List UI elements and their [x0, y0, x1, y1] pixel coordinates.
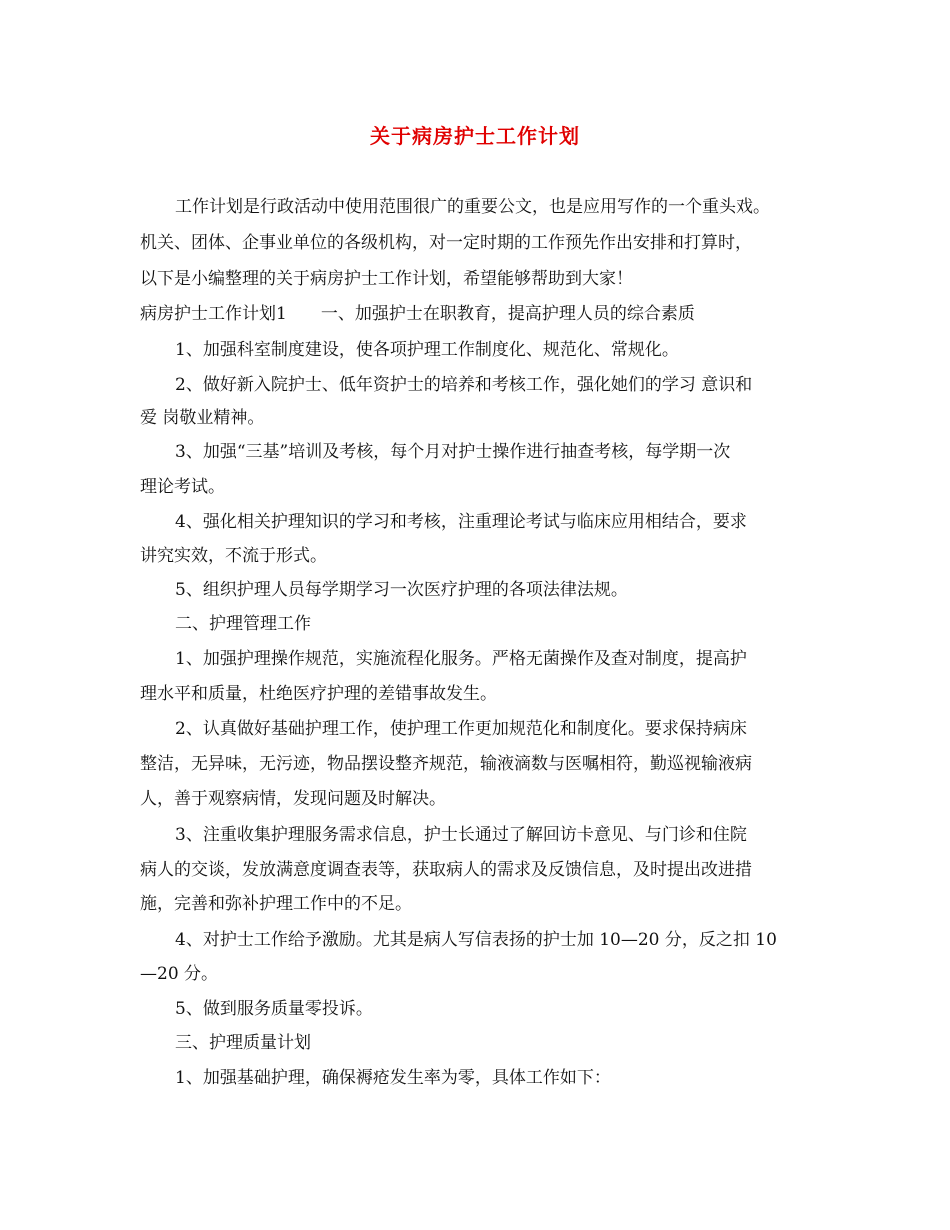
body-line: 1、加强科室制度建设，使各项护理工作制度化、规范化、常规化。 — [175, 340, 679, 360]
body-line: 1、加强护理操作规范，实施流程化服务。严格无菌操作及查对制度，提高护 — [175, 649, 747, 669]
body-line: 理论考试。 — [140, 477, 225, 497]
body-line: 2、认真做好基础护理工作，使护理工作更加规范化和制度化。要求保持病床 — [175, 719, 747, 739]
document-title: 关于病房护士工作计划 — [370, 124, 580, 148]
body-line: 工作计划是行政活动中使用范围很广的重要公文，也是应用写作的一个重头戏。 — [175, 197, 770, 217]
body-line: 1、加强基础护理，确保褥疮发生率为零，具体工作如下： — [175, 1068, 611, 1088]
body-line: 理水平和质量，杜绝医疗护理的差错事故发生。 — [140, 684, 497, 704]
body-line: 2、做好新入院护士、低年资护士的培养和考核工作，强化她们的学习 意识和 — [175, 375, 753, 395]
body-line: 4、对护士工作给予激励。尤其是病人写信表扬的护士加 10—20 分，反之扣 10 — [175, 930, 777, 950]
body-line: 4、强化相关护理知识的学习和考核，注重理论考试与临床应用相结合，要求 — [175, 512, 747, 532]
body-line: 机关、团体、企事业单位的各级机构，对一定时期的工作预先作出安排和打算时， — [140, 233, 752, 253]
body-line: 整洁，无异味，无污迹，物品摆设整齐规范，输液滴数与医嘱相符，勤巡视输液病 — [140, 754, 752, 774]
body-line: 5、组织护理人员每学期学习一次医疗护理的各项法律法规。 — [175, 580, 628, 600]
body-line: 病人的交谈，发放满意度调查表等，获取病人的需求及反馈信息，及时提出改进措 — [140, 860, 752, 880]
body-line: 讲究实效，不流于形式。 — [140, 546, 327, 566]
body-line: 三、护理质量计划 — [175, 1033, 311, 1053]
body-line: 3、注重收集护理服务需求信息，护士长通过了解回访卡意见、与门诊和住院 — [175, 825, 747, 845]
body-line: 3、加强“三基”培训及考核，每个月对护士操作进行抽查考核，每学期一次 — [175, 442, 731, 462]
body-line: —20 分。 — [140, 964, 219, 984]
body-line: 二、护理管理工作 — [175, 614, 311, 634]
body-line: 病房护士工作计划1 一、加强护士在职教育，提高护理人员的综合素质 — [140, 304, 695, 324]
body-line: 施，完善和弥补护理工作中的不足。 — [140, 894, 412, 914]
body-line: 以下是小编整理的关于病房护士工作计划，希望能够帮助到大家！ — [140, 269, 633, 289]
body-line: 爱 岗敬业精神。 — [140, 408, 265, 428]
body-line: 5、做到服务质量零投诉。 — [175, 999, 373, 1019]
body-line: 人，善于观察病情，发现问题及时解决。 — [140, 789, 446, 809]
